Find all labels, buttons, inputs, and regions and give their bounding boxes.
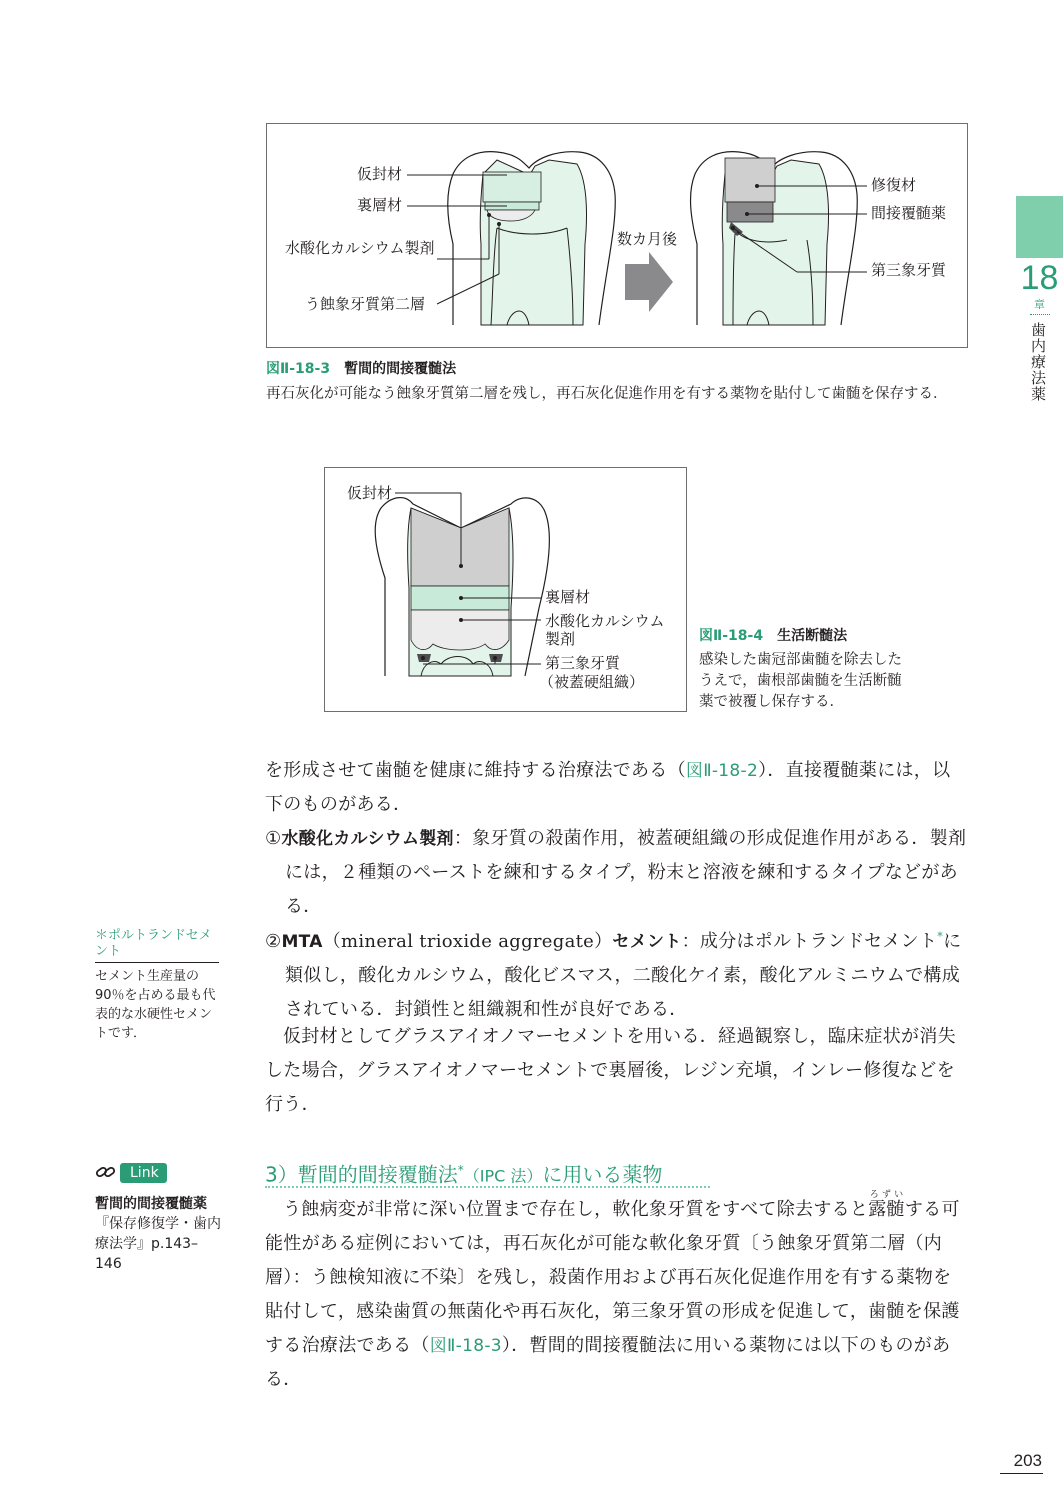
link-icon[interactable]: [95, 1163, 117, 1181]
tooth-2-calcium: [411, 610, 509, 650]
page-number-rule: [1000, 1473, 1043, 1474]
chapter-tab-divider: [1030, 314, 1050, 315]
fig2-label-calcium-2: 製剤: [545, 630, 576, 648]
figure-2-caption-text: 感染した歯冠部歯髄を除去したうえで，歯根部歯髄を生活断髄薬で被覆し保存する．: [699, 652, 902, 710]
figure-1-box: [266, 123, 968, 348]
fig1-label-layer2: う蝕象牙質第二層: [305, 295, 426, 313]
figure-1-caption-title: [266, 358, 456, 378]
ruby-text: ろずい: [868, 1190, 905, 1200]
paragraph-3-text-b: する可能性がある症例においては，再石灰化が可能な軟化象牙質〔う蝕象牙質第二層（内層）：う蝕検知液に不染〕を残し，殺菌作用および再石灰化促進作用を有する薬物を貼付して，感染歯質の無菌化や再石灰化，第三象牙質の形成を促進して，歯髄を保護する治療法である（: [265, 1199, 960, 1356]
side-note-title: ＊ポルトランドセメント: [95, 928, 212, 959]
list-item-2-text-a: ：成分はポルトランドセメント: [681, 931, 938, 952]
list-item-1-number: ①: [265, 828, 282, 849]
page-number: 203: [1013, 1451, 1042, 1470]
chapter-title: 歯内療法薬: [1029, 322, 1047, 402]
fig2-label-kafuuzai: 仮封材: [347, 484, 393, 502]
figure-2-title: 生活断髄法: [777, 628, 848, 644]
side-note-text: セメント生産量の90％を占める最も代表的な水硬性セメントです．: [95, 969, 216, 1041]
paragraph-1-text-b: ）．直接覆髄薬には，以下のものがある．: [265, 760, 951, 815]
paragraph-3-text-a: う蝕病変が非常に深い位置まで存在し，軟化象牙質をすべて除去すると: [283, 1199, 869, 1220]
footnote-star: *: [937, 930, 944, 943]
list-item-2-term-b: セメント: [612, 932, 682, 952]
list-item-1-term: 水酸化カルシウム製剤: [281, 829, 454, 849]
fig2-label-daisan-2: （被蓋硬組織）: [539, 673, 645, 691]
fig2-label-risouzai: 裏層材: [545, 588, 591, 606]
chapter-number: 18: [1020, 259, 1059, 297]
figure-2-caption-title: [699, 625, 847, 645]
side-note-divider: [95, 962, 219, 963]
tooth-2-kafuuzai: [411, 508, 509, 586]
fig1-label-calcium: 水酸化カルシウム製剤: [285, 239, 435, 257]
fig1-label-shuufuku: 修復材: [871, 176, 917, 194]
list-item-1: [265, 822, 968, 924]
arrow-icon: [625, 252, 673, 312]
list-item-1-text: ：象牙質の殺菌作用，被蓋硬組織の形成促進作用がある．製剤には，２種類のペーストを練和するタイプ，粉末と溶液を練和するタイプなどがある．: [285, 828, 967, 917]
figure-ref-2[interactable]: 図Ⅱ-18-2: [685, 761, 759, 781]
paragraph-1-text-a: を形成させて歯髄を健康に維持する治療法である（: [265, 760, 686, 781]
link-badge-label: Link: [130, 1165, 159, 1181]
section-heading-underline: [265, 1186, 710, 1188]
paragraph-2: 仮封材としてグラスアイオノマーセメントを用いる．経過観察し，臨床症状が消失した場合，グラスアイオノマーセメントで裏層後，レジン充塡，インレー修復などを行う．: [265, 1026, 956, 1115]
list-item-2-paren: （mineral trioxide aggregate）: [322, 931, 613, 952]
fig1-label-kafuuzai: 仮封材: [357, 165, 403, 183]
paragraph-1: [265, 754, 968, 822]
kansetsu-layer: [727, 202, 773, 222]
figure-2-number: 図Ⅱ-18-4: [699, 628, 764, 644]
fig1-label-risouzai: 裏層材: [357, 196, 403, 214]
link-title[interactable]: 暫間的間接覆髄薬: [95, 1196, 207, 1212]
chapter-tab: [1016, 196, 1063, 258]
figure-2-box: [324, 467, 687, 712]
fig1-label-daisan: 第三象牙質: [871, 261, 947, 279]
section-heading-b: に用いる薬物: [542, 1162, 663, 1187]
fig1-label-months: 数カ月後: [617, 230, 678, 248]
figure-1-title: 暫間的間接覆髄法: [344, 361, 457, 377]
list-item-2-text-b: に類似し，酸化カルシウム，酸化ビスマス，二酸化ケイ素，酸化アルミニウムで構成されている．封鎖性と組織親和性が良好である．: [285, 931, 962, 1020]
fig2-label-daisan-1: 第三象牙質: [545, 654, 621, 672]
fig1-label-kansetsu: 間接覆髄薬: [871, 204, 947, 222]
section-star: *: [457, 1163, 464, 1177]
list-item-2: [265, 920, 968, 1027]
shuufuku-layer: [725, 158, 775, 202]
figure-1-number: 図Ⅱ-18-3: [266, 361, 331, 377]
figure-1-caption-text: 再石灰化が可能なう蝕象牙質第二層を残し，再石灰化促進作用を有する薬物を貼付して歯髄を保存する．: [266, 386, 948, 402]
link-text: 『保存修復学・歯内療法学』p.143–146: [95, 1216, 221, 1272]
ruby-rozui: [868, 1190, 905, 1220]
list-item-2-term-a: MTA: [281, 932, 323, 952]
paragraph-3: [265, 1190, 968, 1397]
section-heading-paren: （IPC 法）: [463, 1166, 543, 1186]
list-item-2-number: ②: [265, 931, 282, 952]
kafuuzai-layer: [483, 172, 541, 202]
section-heading-a: 3）暫間的間接覆髄法: [265, 1162, 458, 1187]
paragraph-3-text-c: ）．暫間的間接覆髄法に用いる薬物には以下のものがある．: [265, 1335, 951, 1390]
chapter-suffix: 章: [1034, 298, 1045, 311]
figure-ref-3[interactable]: 図Ⅱ-18-3: [429, 1336, 502, 1356]
fig2-label-calcium-1: 水酸化カルシウム: [545, 612, 665, 630]
ruby-base: 露髄: [868, 1199, 905, 1220]
link-badge[interactable]: [120, 1163, 167, 1183]
